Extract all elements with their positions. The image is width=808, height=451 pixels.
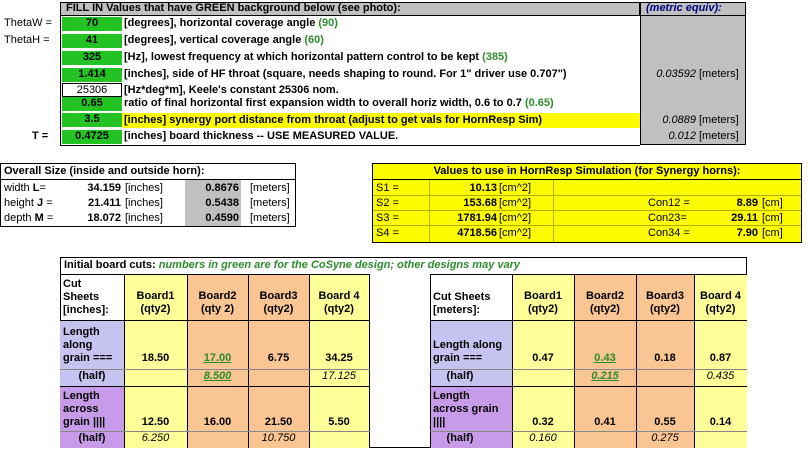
- freq-note: (385): [482, 52, 508, 63]
- board-cuts-title-row: [64, 260, 744, 274]
- hornresp-panel: [372, 163, 802, 243]
- meters-along-half-label: (half): [446, 371, 474, 382]
- inches-across-line1: Length: [63, 391, 100, 402]
- cuts-meters-table: [430, 274, 747, 448]
- inches-grid-h0: [60, 274, 370, 275]
- meters-along-b3: 0.18: [654, 353, 676, 364]
- overall-width-m-unit: [meters]: [250, 183, 290, 194]
- meters-board4-name: Board 4: [700, 291, 741, 302]
- overall-depth-text: depth: [4, 213, 35, 224]
- meters-across-b3: 0.55: [654, 417, 676, 428]
- overall-size-panel: [0, 163, 296, 227]
- meters-grid-h1: [430, 320, 747, 321]
- inches-grid-h1: [60, 320, 370, 321]
- overall-height-inches: 21.411: [87, 198, 121, 209]
- con34-unit: [cm]: [762, 228, 783, 239]
- inches-across-line2: across: [63, 404, 99, 415]
- inches-across-b3: 21.50: [264, 417, 293, 428]
- meters-across-b1-half: 0.160: [529, 433, 557, 444]
- ratio-note: (0.65): [524, 98, 554, 109]
- throat-metric: 0.03592: [656, 69, 696, 80]
- input-header: FILL IN Values that have GREEN background below (see photo):: [66, 3, 401, 14]
- s2-unit: [cm^2]: [499, 198, 532, 209]
- con23-unit: [cm]: [762, 213, 783, 224]
- inches-along-half-label: (half): [78, 371, 106, 382]
- meters-board3-name: Board3: [646, 291, 684, 302]
- meters-along-b1: 0.47: [532, 353, 554, 364]
- meters-across-b3-half: 0.275: [651, 433, 679, 444]
- inches-across-line3: grain ||||: [63, 417, 106, 428]
- hornresp-row-divider-3: [373, 225, 801, 226]
- meters-board1-qty: (qty2): [528, 304, 558, 315]
- throat-metric-unit: [meters]: [699, 69, 739, 80]
- thetaw-note: (90): [318, 18, 338, 29]
- input-section: [0, 0, 747, 146]
- inches-board1-name: Board1: [136, 291, 175, 302]
- synergy-metric-unit: [meters]: [699, 115, 739, 126]
- meters-across-line1: Length: [433, 391, 470, 402]
- inches-grid-h4: [60, 431, 370, 432]
- inches-along-b2-half: 8.500: [203, 371, 232, 382]
- board-cuts-subtitle: numbers in green are for the CoSyne design; other designs may vary: [155, 260, 521, 271]
- con23-value: 29.11: [731, 213, 758, 224]
- meters-board1-name: Board1: [524, 291, 562, 302]
- board-cuts-title: Initial board cuts:: [64, 260, 156, 271]
- inches-board3-qty: (qty2): [263, 304, 294, 315]
- s1-label: S1 =: [376, 183, 399, 194]
- keele-desc: [Hz*deg*m], Keele's constant 25306 nom.: [124, 85, 339, 96]
- overall-height-in-unit: [inches]: [125, 198, 163, 209]
- meters-board2-qty: (qty2): [590, 304, 620, 315]
- inches-along-b4-half: 17.125: [322, 371, 356, 382]
- throat-input[interactable]: 1.414: [62, 68, 122, 82]
- inches-along-line2: along: [63, 340, 93, 351]
- freq-input[interactable]: 325: [62, 51, 122, 65]
- overall-width-meters: 0.8676: [205, 183, 239, 194]
- thetah-input[interactable]: 41: [62, 34, 122, 48]
- s2-value: 153.68: [463, 198, 497, 209]
- cuts-inches-table: [60, 274, 410, 448]
- synergy-metric: 0.0889: [662, 115, 696, 126]
- meters-along-b2: 0.43: [594, 353, 616, 364]
- meters-board4-qty: (qty2): [705, 304, 736, 315]
- synergy-input[interactable]: 3.5: [62, 113, 122, 127]
- overall-width-in-unit: [inches]: [125, 183, 163, 194]
- input-bottom-border: [60, 145, 640, 146]
- meters-grid-v1: [574, 274, 575, 448]
- s4-label: S4 =: [376, 228, 399, 239]
- con23-label: Con23=: [648, 213, 687, 224]
- thickness-label: T =: [32, 131, 49, 142]
- hornresp-col-divider-2: [553, 180, 554, 242]
- inches-grid-h3: [60, 386, 370, 387]
- con12-unit: [cm]: [762, 198, 783, 209]
- overall-width-var: L: [32, 183, 40, 194]
- meters-grid-v2: [636, 274, 637, 448]
- inches-across-b1: 12.50: [141, 417, 170, 428]
- overall-height-meters: 0.5438: [205, 198, 239, 209]
- s1-unit: [cm^2]: [499, 183, 532, 194]
- meters-along-b2-half: 0.215: [591, 371, 619, 382]
- meters-grid-h0: [430, 274, 747, 275]
- overall-depth-in-unit: [inches]: [125, 213, 163, 224]
- inches-along-b2: 17.00: [203, 353, 232, 364]
- meters-along-line1: Length along: [433, 340, 503, 351]
- inches-along-b4: 34.25: [325, 353, 353, 364]
- inches-board4-name: Board 4: [318, 291, 360, 302]
- meters-across-line2: across grain: [433, 404, 499, 415]
- inches-grid-v0: [124, 274, 125, 448]
- thetah-desc-text: [degrees], vertical coverage angle: [124, 35, 305, 46]
- inches-board3-name: Board3: [259, 291, 298, 302]
- thickness-metric: 0.012: [668, 131, 696, 142]
- inches-along-b3: 6.75: [267, 353, 290, 364]
- overall-width-text: width: [4, 183, 33, 194]
- inches-across-b2: 16.00: [203, 417, 232, 428]
- hornresp-title-divider: [373, 179, 801, 180]
- keele-input[interactable]: 25306: [62, 83, 122, 97]
- inches-board4-qty: (qty2): [324, 304, 354, 315]
- overall-title-divider: [1, 179, 295, 180]
- thetaw-input[interactable]: 70: [62, 17, 122, 31]
- inches-along-b1: 18.50: [141, 353, 170, 364]
- s2-label: S2 =: [376, 198, 399, 209]
- inches-grid-h2: [60, 369, 370, 370]
- overall-width-eq: =: [39, 183, 46, 194]
- thetah-note: (60): [304, 35, 324, 46]
- meters-along-line2: grain ===: [433, 353, 483, 364]
- ratio-input[interactable]: 0.65: [62, 97, 122, 111]
- con34-value: 7.90: [736, 228, 758, 239]
- s3-label: S3 =: [376, 213, 399, 224]
- s3-unit: [cm^2]: [499, 213, 532, 224]
- thickness-input[interactable]: 0.4725: [62, 130, 122, 144]
- hornresp-title: Values to use in HornResp Simulation (for Synergy horns):: [433, 166, 741, 177]
- overall-depth-inches: 18.072: [87, 213, 121, 224]
- inches-along-line3: grain ===: [63, 353, 113, 364]
- inches-grid-v2: [248, 274, 249, 448]
- con34-label: Con34 =: [648, 228, 690, 239]
- inches-grid-v3: [309, 274, 310, 448]
- thickness-desc: [inches] board thickness -- USE MEASURED VALUE.: [124, 131, 399, 142]
- overall-depth-var: M: [34, 213, 44, 224]
- ratio-desc: [124, 98, 638, 111]
- meters-board2-name: Board2: [586, 291, 624, 302]
- s3-value: 1781.94: [457, 213, 497, 224]
- inches-grid-v4: [369, 274, 370, 448]
- con12-value: 8.89: [736, 198, 758, 209]
- overall-height-var: J: [37, 198, 44, 209]
- s4-unit: [cm^2]: [499, 228, 532, 239]
- thetaw-desc-text: [degrees], horizontal coverage angle: [124, 18, 319, 29]
- meters-across-half-label: (half): [446, 433, 474, 444]
- hornresp-row-divider-1: [373, 195, 801, 196]
- input-left-border: [60, 16, 61, 146]
- inches-across-half-label: (half): [78, 433, 106, 444]
- meters-grid-v0: [512, 274, 513, 448]
- meters-along-b4: 0.87: [709, 353, 732, 364]
- inches-board2-qty: (qty 2): [201, 304, 234, 315]
- meters-grid-v-left: [430, 274, 431, 448]
- freq-desc-text: [Hz], lowest frequency at which horizontal pattern control to be kept: [124, 52, 483, 63]
- meters-board3-qty: (qty2): [650, 304, 680, 315]
- s1-value: 10.13: [469, 183, 497, 194]
- inches-header-line1: Cut: [63, 279, 82, 290]
- metric-header: (metric equiv):: [646, 3, 722, 14]
- thetaw-label: ThetaW =: [4, 18, 52, 29]
- overall-depth-m-unit: [meters]: [250, 213, 290, 224]
- thetaw-desc: [124, 18, 638, 31]
- synergy-desc: [inches] synergy port distance from throat (adjust to get vals for HornResp Sim): [124, 115, 543, 126]
- hornresp-col-divider-1: [429, 180, 430, 242]
- throat-desc: [inches], side of HF throat (square, needs shaping to round. For 1" driver use 0.707"): [124, 69, 567, 80]
- thetah-label: ThetaH =: [4, 35, 50, 46]
- freq-desc: [124, 52, 638, 65]
- meters-across-b2: 0.41: [594, 417, 616, 428]
- inches-board2-name: Board2: [198, 291, 237, 302]
- meters-grid-h2: [430, 369, 747, 370]
- meters-across-b1: 0.32: [532, 417, 554, 428]
- ratio-desc-text: ratio of final horizontal first expansion width to overall horiz width, 0.6 to 0.7: [124, 98, 525, 109]
- meters-header-line1: Cut Sheets: [433, 292, 491, 303]
- inches-board1-qty: (qty2): [140, 304, 171, 315]
- thickness-metric-unit: [meters]: [699, 131, 739, 142]
- s4-value: 4718.56: [457, 228, 497, 239]
- hornresp-row-divider-2: [373, 210, 801, 211]
- meters-grid-v3: [694, 274, 695, 448]
- meters-header-line2: [meters]:: [433, 305, 481, 316]
- inches-grid-v1: [187, 274, 188, 448]
- meters-across-b4: 0.14: [709, 417, 732, 428]
- overall-depth-meters: 0.4590: [205, 213, 239, 224]
- overall-depth-eq: =: [43, 213, 54, 224]
- overall-title: Overall Size (inside and outside horn):: [4, 166, 205, 177]
- inches-header-line2: Sheets: [63, 292, 100, 303]
- overall-height-eq: =: [43, 198, 53, 209]
- inches-across-b4: 5.50: [328, 417, 350, 428]
- meters-grid-h3: [430, 386, 747, 387]
- inches-header-line3: [inches]:: [63, 305, 109, 316]
- inches-across-b1-half: 6.250: [141, 433, 170, 444]
- thetah-desc: [124, 35, 638, 48]
- overall-height-text: height: [4, 198, 38, 209]
- meters-across-line3: ||||: [433, 417, 446, 428]
- con12-label: Con12 =: [648, 198, 690, 209]
- overall-height-m-unit: [meters]: [250, 198, 290, 209]
- meters-along-b4-half: 0.435: [706, 371, 735, 382]
- overall-width-inches: 34.159: [87, 183, 121, 194]
- meters-grid-h4: [430, 431, 747, 432]
- inches-along-line1: Length: [63, 327, 100, 338]
- inches-across-b3-half: 10.750: [261, 433, 296, 444]
